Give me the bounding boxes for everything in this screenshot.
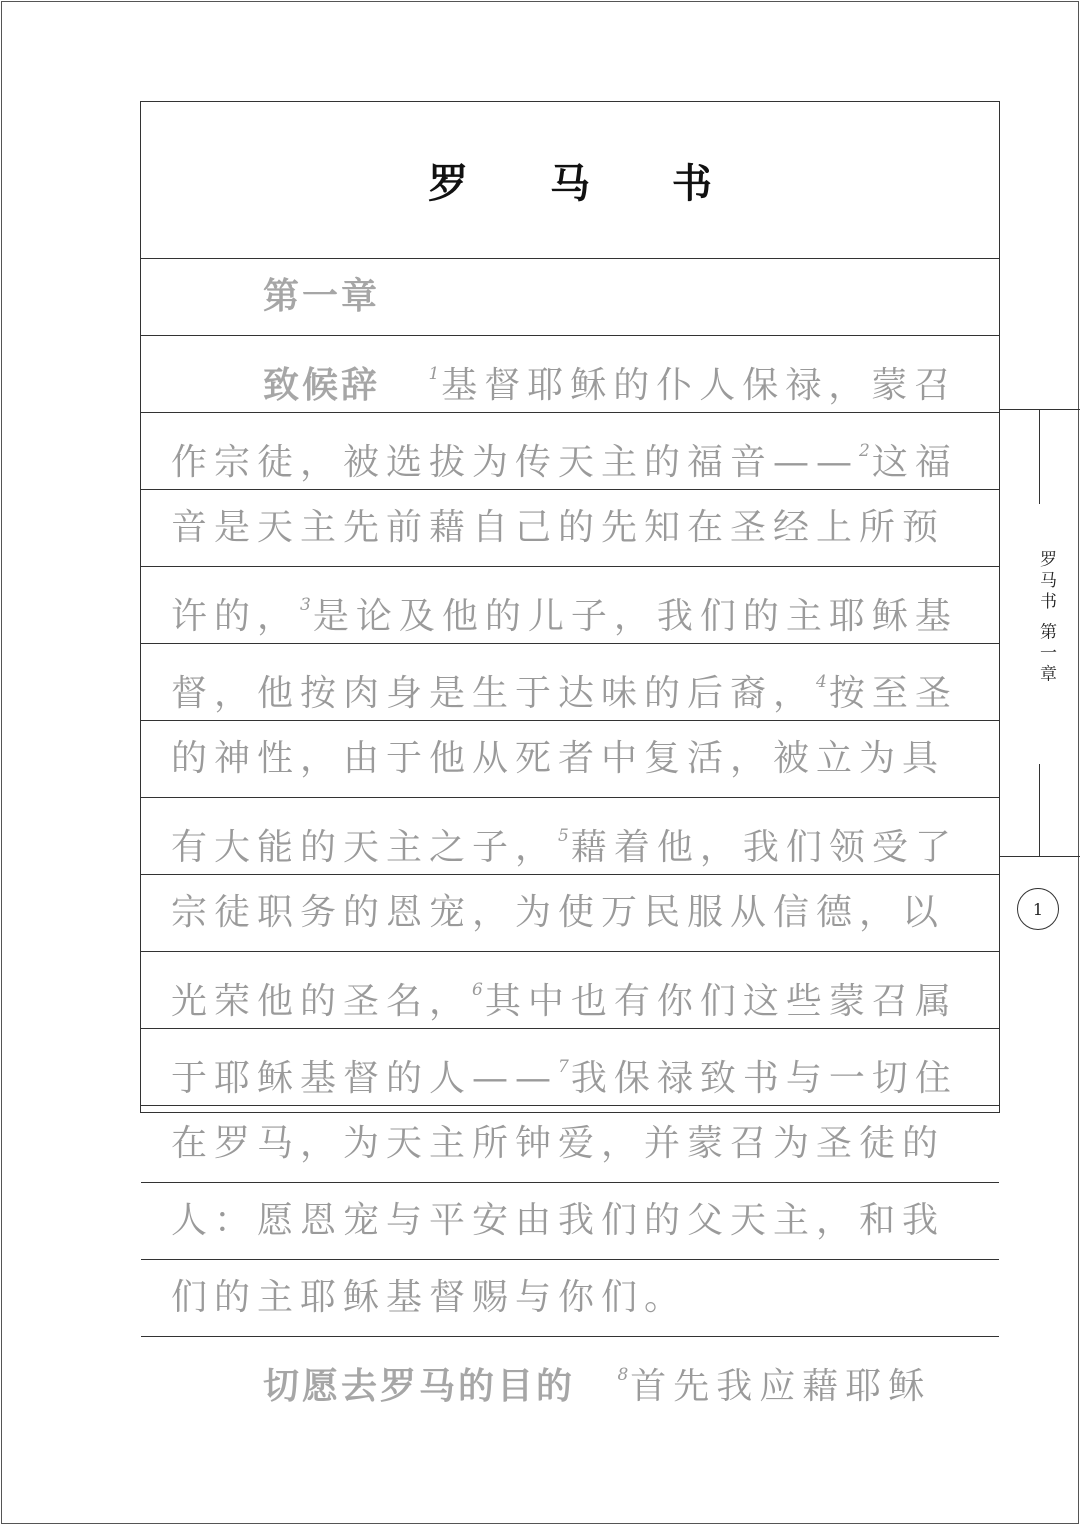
verse-number: 2 [859,441,870,461]
text-line [171,1029,977,1105]
section-heading-purpose: 切愿去罗马的目的 [263,1366,576,1407]
verse-number: 7 [558,1057,569,1077]
verse-text: 许的， [171,596,301,637]
section-heading-greeting: 致候辞 [263,365,381,406]
verse-text: 是论及他的儿子，我们的主耶稣基 [312,596,958,637]
page-number: 1 [1017,888,1059,930]
copybook-sheet [140,101,1000,1407]
verse-text: 于耶稣基督的人—— [171,1058,559,1099]
verse-text: 们的主耶稣基督赐与你们。 [171,1277,688,1318]
verse-text: 督，他按肉身是生于达味的后裔， [171,673,817,714]
text-line [171,644,977,720]
verse-number: 6 [472,980,483,1000]
verse-text: 音是天主先前藉自己的先知在圣经上所预 [171,507,946,548]
text-line [171,1183,977,1259]
verse-text: 首先我应藉耶稣 [630,1366,932,1407]
verse-text: 我保禄致书与一切住 [570,1058,958,1099]
running-header: 罗马书 第一章 [1036,550,1056,686]
verse-text: 其中也有你们这些蒙召属 [484,981,958,1022]
verse-text: 在罗马，为天主所钟爱，并蒙召为圣徒的 [171,1123,946,1164]
verse-text: 人：愿恩宠与平安由我们的父天主，和我 [171,1200,946,1241]
verse-text: 藉着他，我们领受了 [570,827,958,868]
side-header-box [999,409,1080,857]
text-line [171,490,977,566]
book-title: 罗 马 书 [428,160,746,207]
text-line [171,567,977,643]
side-rule [1039,410,1040,504]
text-line [171,1106,977,1182]
verse-text: 作宗徒，被选拔为传天主的福音—— [171,442,860,483]
text-line [171,798,977,874]
verse-text: 基督耶稣的仆人保禄，蒙召 [441,365,958,406]
verse-text: 按至圣 [828,673,958,714]
verse-text: 的神性，由于他从死者中复活，被立为具 [171,738,946,779]
text-line [171,413,977,489]
text-line [171,875,977,951]
verse-text: 有大能的天主之子， [171,827,559,868]
text-line [171,336,977,412]
verse-number: 3 [300,595,311,615]
chapter-heading: 第一章 [263,276,381,317]
verse-number: 5 [558,826,569,846]
verse-number: 1 [428,364,440,384]
text-line [171,1337,977,1413]
verse-number: 4 [816,672,827,692]
verse-text: 光荣他的圣名， [171,981,473,1022]
verse-text: 宗徒职务的恩宠，为使万民服从信德，以 [171,892,946,933]
side-rule [1039,764,1040,856]
text-line [171,1260,977,1336]
verse-number: 8 [617,1365,629,1385]
verse-text: 这福 [871,442,958,483]
text-line [171,721,977,797]
text-line [171,952,977,1028]
